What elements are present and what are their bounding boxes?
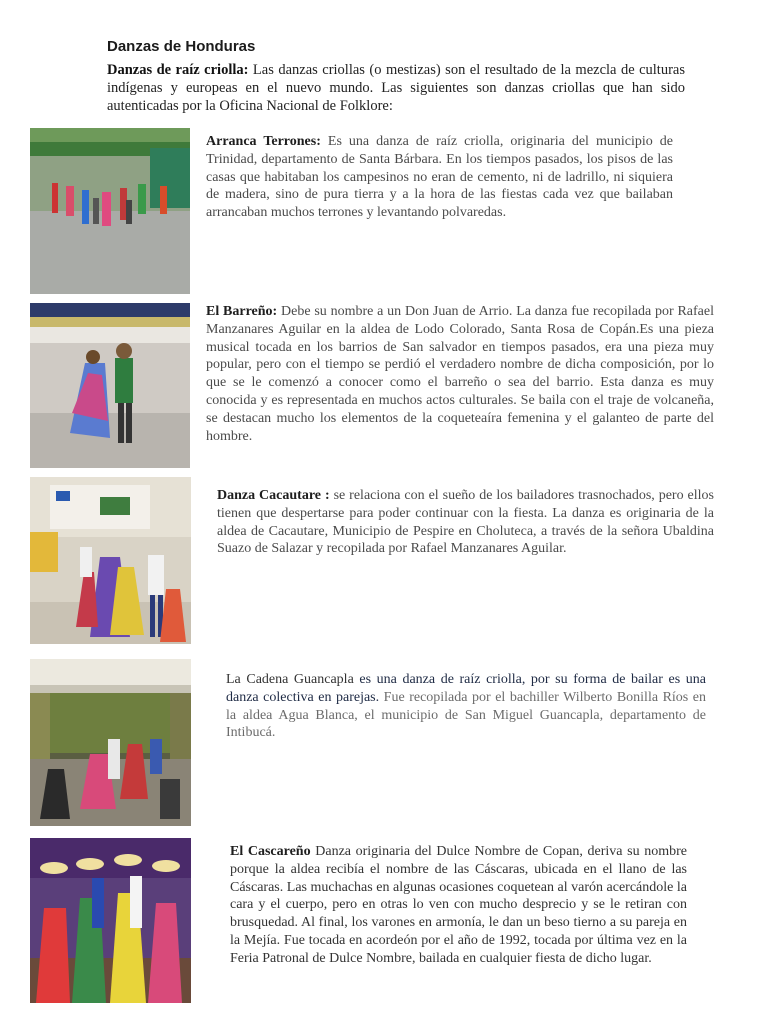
photo-el-barreno [30, 303, 190, 468]
dance-name: Danza Cacautare : [217, 488, 330, 503]
dance-name: La Cadena Guancapla [226, 672, 354, 687]
photo-arranca-terrones [30, 128, 190, 294]
dance-entry-danza-cacautare [217, 487, 714, 558]
dance-description: se relaciona con el sueño de los bailadores trasnochados, pero ellos tienen que despertarse para poder continuar con la fiesta. La danza es originaria de la aldea de Cacautare, Municipio de Pespire en Choluteca, a través de la señora Ubaldina Suazo de Salazar y recopilada por Rafael Manzanares Aguilar. [217, 488, 714, 557]
document-title: Danzas de Honduras [107, 38, 256, 55]
photo-danza-cacautare [30, 477, 191, 644]
dance-entry-el-barreno [206, 303, 714, 445]
intro-paragraph [107, 61, 685, 115]
dance-name: El Barreño: [206, 304, 278, 319]
photo-el-cascareno [30, 838, 191, 1003]
dance-description: Es una danza de raíz criolla, originaria del municipio de Trinidad, departamento de Santa Bárbara. En los tiempos pasados, los pisos de las casas que habitaban los campesinos no eran de cemento, ni de ladrillo, ni siquiera de madera, sino de pura tierra y a la hora de las fiestas cada vez que bailaban arrancaban muchos terrones y levantando polvaredas. [206, 134, 673, 221]
photo-la-cadena-guancapla [30, 659, 191, 826]
dance-description: Debe su nombre a un Don Juan de Arrio. La danza fue recopilada por Rafael Manzanares Aguilar en la aldea de Lodo Colorado, Santa Rosa de Copán.Es una pieza musical tocada en los barrios de San salvador en tiempos pasados, era una pieza muy popular, pero con el tiempo se perdió el verdadero nombre de dicha composición, por lo que se le comenzó a conocer como el barreño o sea del barrio. Esta danza es muy conocida y es representada en muchos actos culturales. Se baila con el traje de volcaneña, se destacan mucho los elementos de la coqueteaíra femenina y el galanteo de parte del hombre. [206, 304, 714, 444]
dance-description: Fue recopilada por el bachiller Wilberto Bonilla Ríos en la aldea Agua Blanca, el municipio de San Miguel Guancapla, departamento de Intibucá. [226, 689, 706, 741]
dance-name: Arranca Terrones: [206, 134, 321, 149]
dance-entry-el-cascareno [230, 843, 687, 968]
intro-lead: Danzas de raíz criolla: [107, 62, 249, 78]
intro-text: Las danzas criollas (o mestizas) son el resultado de la mezcla de culturas indígenas y europeas en el nuevo mundo. Las siguientes son danzas criollas que han sido autenticadas por la Oficina Nacional de Folklore: [107, 62, 685, 114]
dance-entry-la-cadena-guancapla [226, 671, 706, 742]
dance-entry-arranca-terrones [206, 133, 673, 222]
dance-description: Danza originaria del Dulce Nombre de Copan, deriva su nombre porque la aldea recibía el nombre de las Cáscaras, ubicada en el llano de las Cáscaras. Las muchachas en algunas ocasiones coquetean al varón acercándole la cara y el cuerpo, pero en otras lo ven con mucho desprecio y se le retiran con brusquedad. Al final, los varones en armonía, le dan un beso tierno a su pareja en la Mejía. Fue tocada en acordeón por el año de 1992, tocada por última vez en la Feria Patronal de Dulce Nombre, bailada en cualquier fiesta de dicho lugar. [230, 844, 687, 966]
dance-name: El Cascareño [230, 844, 311, 859]
dance-description-highlight: es una danza de raíz criolla, por su forma de bailar es una danza colectiva en parejas. [226, 672, 706, 705]
